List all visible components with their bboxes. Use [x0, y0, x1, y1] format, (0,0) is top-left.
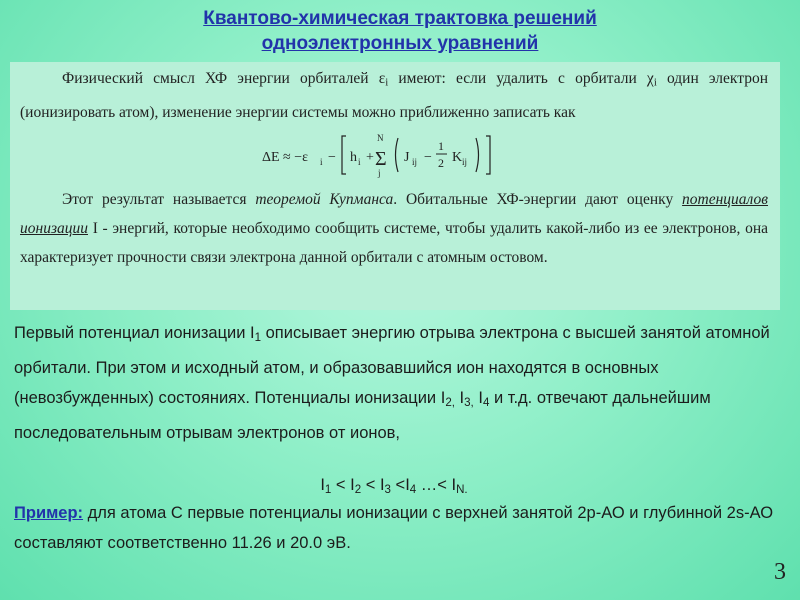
epsilon-symbol: ε — [378, 70, 386, 87]
para1-text-a: Физический смысл ХФ энергии орбиталей — [62, 70, 379, 87]
epsilon-subscript: i — [385, 76, 389, 89]
formula-minus: − — [328, 150, 336, 165]
fraction-denominator: 2 — [438, 156, 444, 170]
para3-c: I — [454, 388, 465, 407]
chi-symbol: χ — [646, 70, 654, 87]
ionization-potentials-term: потенциалов ионизации — [20, 191, 768, 237]
paragraph-koopmans-theorem — [20, 185, 768, 272]
page-number: 3 — [774, 559, 786, 585]
paragraph-example — [14, 498, 774, 558]
formula-minus-2: − — [424, 150, 432, 165]
ineq-lt2: < I — [361, 476, 385, 494]
ineq-I: I — [320, 476, 325, 494]
ineq-s2: 2 — [354, 483, 362, 496]
para1-text-c: один электрон (ионизировать атом), изменение энергии системы можно приближенно записать как — [20, 70, 768, 121]
paragraph-koopmans-intro — [20, 64, 768, 127]
para2-text-c: I - энергий, которые необходимо сообщить системе, чтобы удалить какой-либо из ее электронов, она характеризует прочности связи электрона данной орбитали с атомным остовом. — [20, 220, 768, 266]
formula-lhs: ΔE ≈ −ε — [262, 150, 309, 165]
ineq-lt4: …< I — [416, 476, 457, 494]
koopmans-formula — [262, 132, 542, 178]
formula-plus: + — [366, 150, 374, 165]
title-line-1: Квантово-химическая трактовка решений — [203, 8, 597, 29]
para2-text-a: Этот результат называется — [62, 191, 256, 208]
example-label: Пример: — [14, 504, 84, 522]
para3-c-sub: 3, — [464, 396, 474, 409]
formula-J: J — [404, 150, 410, 165]
para3-b-sub: 2, — [445, 396, 455, 409]
para1-text-b: имеют: если удалить с орбитали — [388, 70, 647, 87]
paragraph-ionization-potentials — [14, 318, 774, 448]
ineq-s1: 1 — [324, 483, 332, 496]
title-line-2: одноэлектронных уравнений — [261, 33, 539, 54]
slide-title — [0, 6, 800, 56]
sum-lower-limit: j — [378, 168, 381, 178]
para3-b: описывает энергию отрыва электрона с высшей занятой атомной орбитали. При этом и исходный атом, и образовавшийся ион находятся в основных (невозбужденных) состояниях. Потенциалы ионизации I — [14, 324, 770, 407]
koopmans-theorem-term: теоремой Купманса — [255, 191, 394, 208]
ineq-s3: 3 — [384, 483, 391, 496]
ineq-sN: N. — [456, 483, 468, 496]
right-paren — [476, 138, 479, 172]
left-bracket — [342, 136, 346, 174]
chi-subscript: i — [653, 76, 657, 89]
para3-e: и т.д. отвечают дальнейшим последовательным отрывам электронов от ионов, — [14, 388, 711, 442]
left-paren — [396, 138, 399, 172]
para3-a: Первый потенциал ионизации I — [14, 324, 255, 342]
example-text: для атома С первые потенциалы ионизации с верхней занятой 2р-АО и глубинной 2s-АО составляют соответственно 11.26 и 20.0 эВ. — [14, 504, 774, 552]
right-bracket — [486, 136, 490, 174]
formula-h-sub: i — [358, 157, 361, 167]
para3-d-sub: 4 — [482, 396, 490, 409]
ineq-lt1: < I — [331, 476, 355, 494]
sum-upper-limit: N — [377, 133, 384, 143]
sum-symbol: Σ — [375, 148, 387, 170]
ineq-s4: 4 — [409, 483, 417, 496]
ineq-lt3: <I — [390, 476, 410, 494]
formula-lhs-sub: i — [320, 157, 323, 167]
formula-K-sub: ij — [462, 157, 468, 167]
para3-a-sub: 1 — [254, 331, 262, 344]
formula-K: K — [452, 150, 463, 165]
formula-h: h — [350, 150, 357, 165]
formula-J-sub: ij — [412, 157, 418, 167]
fraction-numerator: 1 — [438, 139, 444, 153]
para2-text-b: . Обитальные ХФ-энергии дают оценку — [393, 191, 683, 208]
para3-d: I — [473, 388, 483, 407]
